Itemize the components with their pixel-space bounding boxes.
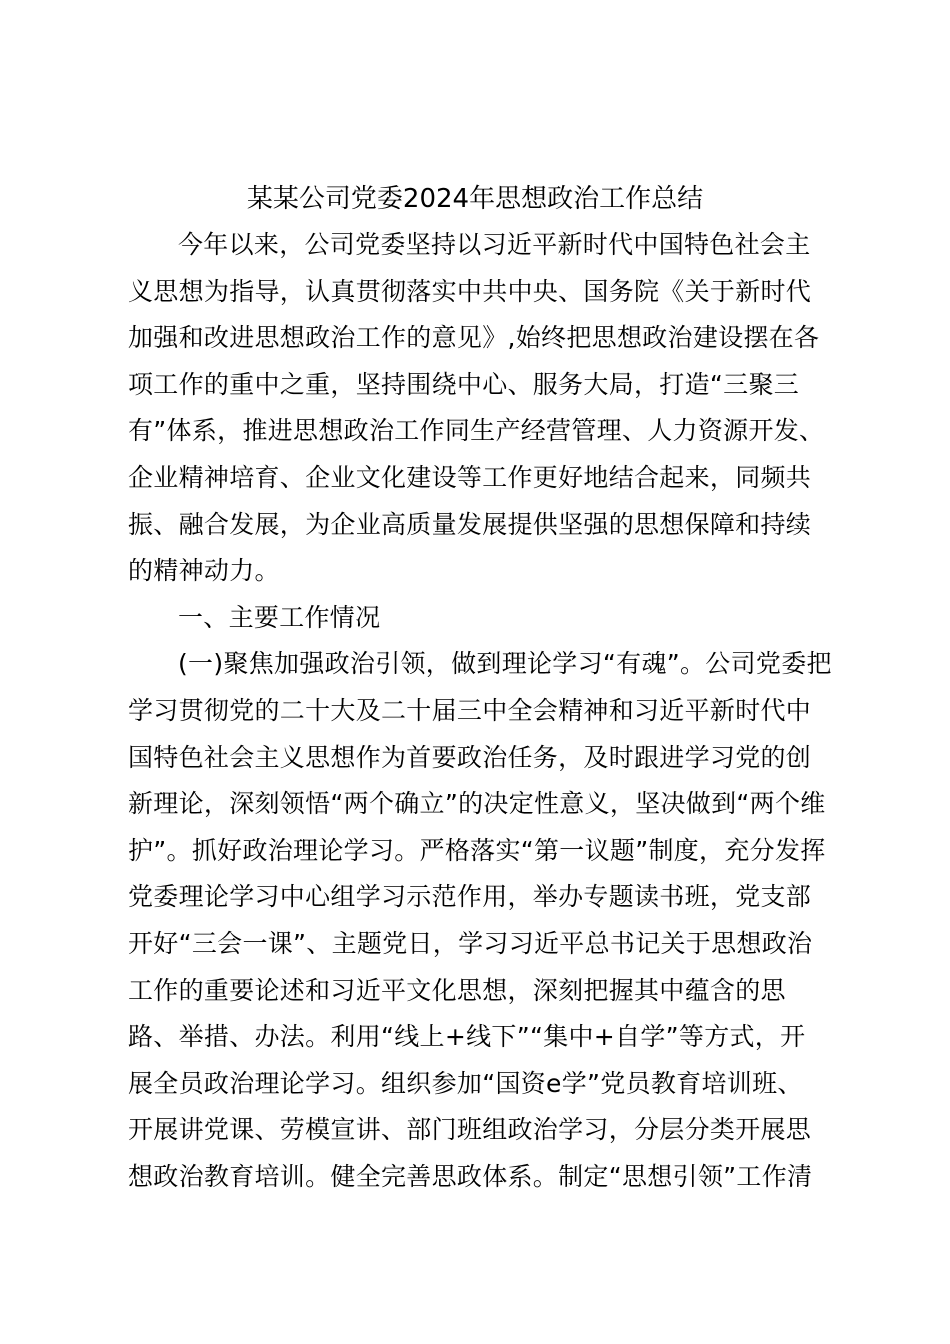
paragraph-line: (一)聚焦加强政治引领，做到理论学习“有魂”。公司党委把	[178, 649, 832, 679]
paragraph-line: 开展讲党课、劳模宣讲、部门班组政治学习，分层分类开展思	[128, 1115, 812, 1145]
paragraph-line: 加强和改进思想政治工作的意见》,始终把思想政治建设摆在各	[128, 323, 820, 353]
paragraph-line: 企业精神培育、企业文化建设等工作更好地结合起来，同频共	[128, 462, 812, 492]
paragraph-line: 义思想为指导，认真贯彻落实中共中央、国务院《关于新时代	[128, 276, 812, 306]
paragraph-line: 工作的重要论述和习近平文化思想，深刻把握其中蕴含的思	[128, 975, 786, 1005]
paragraph-line: 路、举措、办法。利用“线上+线下”“集中+自学”等方式，开	[128, 1022, 806, 1052]
document-title: 某某公司党委2024年思想政治工作总结	[246, 184, 704, 214]
paragraph-line: 护”。抓好政治理论学习。严格落实“第一议题”制度，充分发挥	[128, 835, 826, 865]
paragraph-line: 想政治教育培训。健全完善思政体系。制定“思想引领”工作清	[128, 1161, 813, 1191]
paragraph-line: 学习贯彻党的二十大及二十届三中全会精神和习近平新时代中	[128, 695, 812, 725]
paragraph-line: 国特色社会主义思想作为首要政治任务，及时跟进学习党的创	[128, 742, 812, 772]
paragraph-line: 党委理论学习中心组学习示范作用，举办专题读书班，党支部	[128, 882, 812, 912]
document-body	[128, 222, 834, 1200]
paragraph-line: 新理论，深刻领悟“两个确立”的决定性意义，坚决做到“两个维	[128, 789, 826, 819]
paragraph-line: 振、融合发展，为企业高质量发展提供坚强的思想保障和持续	[128, 509, 812, 539]
paragraph-line: 有”体系，推进思想政治工作同生产经营管理、人力资源开发、	[128, 416, 825, 446]
paragraph-line: 项工作的重中之重，坚持围绕中心、服务大局，打造“三聚三	[128, 369, 800, 399]
paragraph-line: 的精神动力。	[128, 556, 280, 586]
paragraph-line: 今年以来，公司党委坚持以习近平新时代中国特色社会主	[178, 230, 811, 259]
paragraph-line: 展全员政治理论学习。组织参加“国资e学”党员教育培训班、	[128, 1068, 803, 1098]
section-heading: 一、主要工作情况	[178, 602, 381, 632]
paragraph-line: 开好“三会一课”、主题党日，学习习近平总书记关于思想政治	[128, 928, 813, 958]
